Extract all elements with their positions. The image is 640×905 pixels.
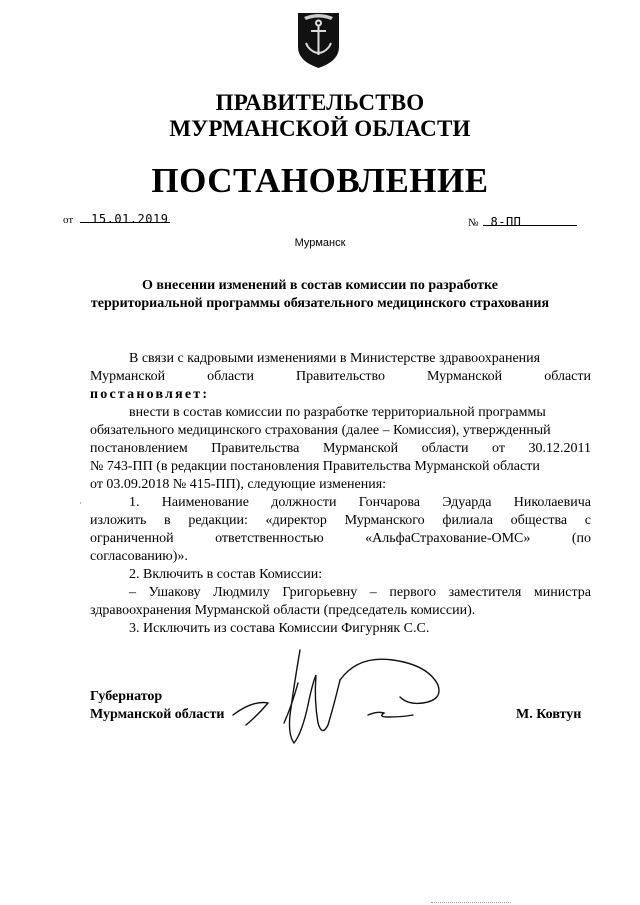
item2-line-2: – Ушакову Людмилу Григорьевну – первого заместителя министра (129, 585, 591, 600)
document-type-heading: ПОСТАНОВЛЕНИЕ (151, 161, 489, 200)
signer-role-line2: Мурманской области (90, 707, 225, 722)
resolves-word: постановляет: (90, 387, 210, 402)
item2-line-3: здравоохранения Мурманской области (председатель комиссии). (90, 603, 476, 618)
signer-name: М. Ковтун (516, 707, 582, 722)
paragraph1-line-2: обязательного медицинского страхования (далее – Комиссия), утвержденный (90, 423, 551, 438)
date-label: от (63, 214, 74, 226)
date-value: 15.01.2019 (91, 212, 169, 226)
number-label: № (468, 217, 479, 229)
footer-mark (431, 902, 511, 903)
item1-line-2: изложить в редакции: «директор Мурманского филиала общества с (90, 513, 591, 528)
paragraph1-line-3: постановлением Правительства Мурманской области от 30.12.2011 (90, 441, 591, 456)
margin-mark: · (79, 498, 82, 508)
paragraph1-line-5: от 03.09.2018 № 415-ПП), следующие изменения: (90, 477, 387, 492)
signer-role-line1: Губернатор (90, 689, 163, 704)
intro-line-1: В связи с кадровыми изменениями в Министерстве здравоохранения (129, 351, 541, 366)
document-title-line2: территориальной программы обязательного медицинского страхования (90, 296, 550, 311)
item1-line-4: согласованию)». (90, 549, 188, 564)
intro-line-2: Мурманской области Правительство Мурманской области (90, 369, 591, 384)
paragraph1-line-4: № 743-ПП (в редакции постановления Правительства Мурманской области (90, 459, 540, 474)
org-title-line1: ПРАВИТЕЛЬСТВО (215, 90, 425, 115)
item1-line-1: 1. Наименование должности Гончарова Эдуарда Николаевича (129, 495, 591, 510)
number-value: 8-ПП (490, 215, 522, 229)
document-title-line1: О внесении изменений в состав комиссии по разработке (141, 278, 498, 293)
handwritten-signature (228, 645, 478, 750)
item2-line-1: 2. Включить в состав Комиссии: (129, 567, 323, 582)
city-name: Мурманск (294, 237, 346, 249)
item1-line-3: ограниченной ответственностью «АльфаСтрахование-ОМС» (по (90, 531, 591, 546)
paragraph1-line-1: внести в состав комиссии по разработке территориальной программы (129, 405, 546, 420)
item3-line-1: 3. Исключить из состава Комиссии Фигурняк С.С. (129, 621, 430, 636)
org-title-line2: МУРМАНСКОЙ ОБЛАСТИ (169, 116, 471, 141)
